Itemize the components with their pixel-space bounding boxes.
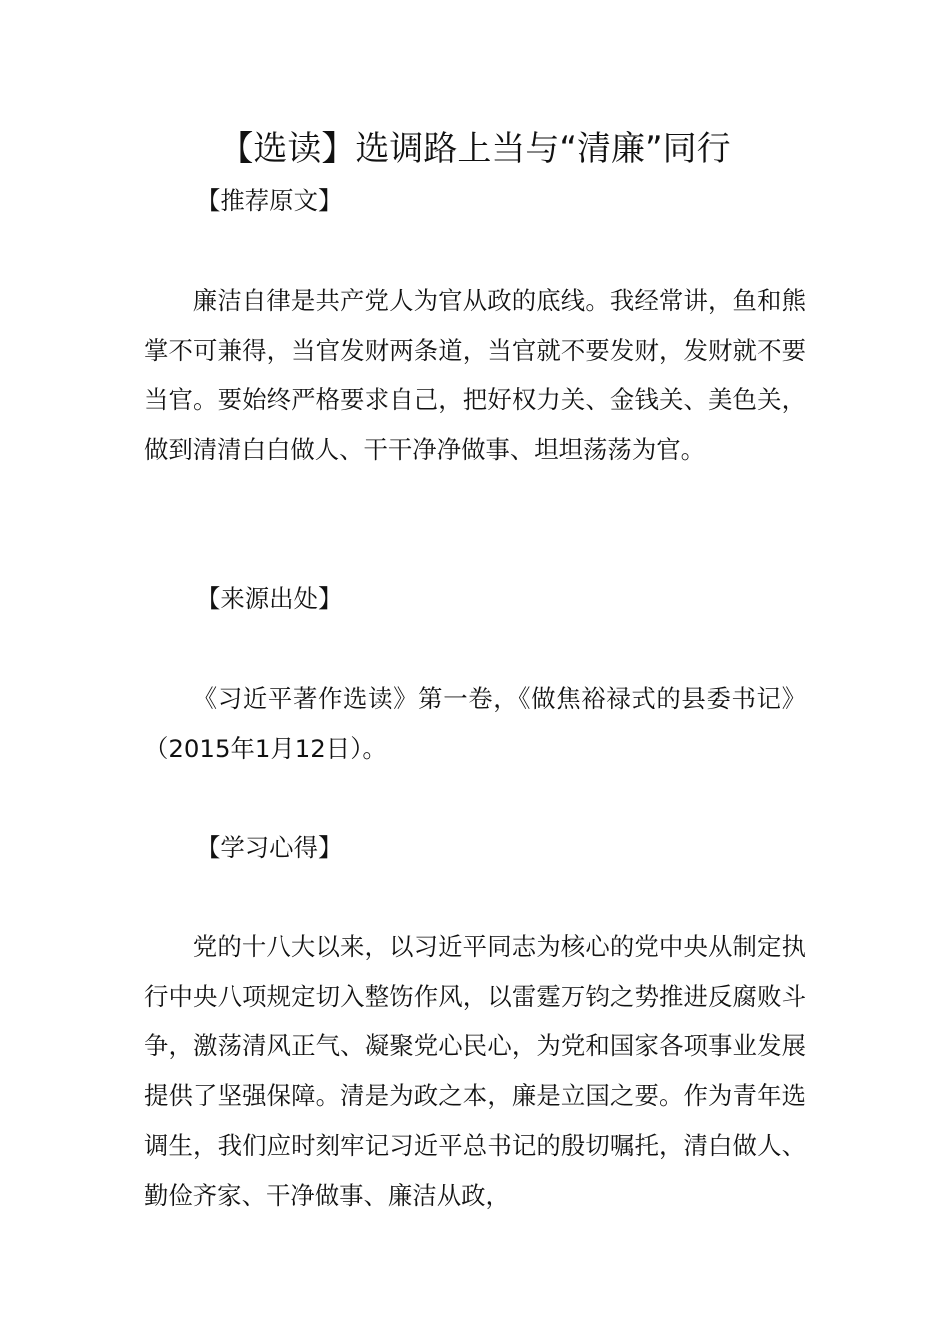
section-heading-learning-notes: 【学习心得】 [196, 833, 343, 862]
document-title: 【选读】选调路上当与“清廉”同行 [219, 129, 731, 169]
section-body-learning-notes: 党的十八大以来，以习近平同志为核心的党中央从制定执行中央八项规定切入整饬作风，以雷霆万钧之势推进反腐败斗争，激荡清风正气、凝聚党心民心，为党和国家各项事业发展提供了坚强保障。清是为政之本，廉是立国之要。作为青年选调生，我们应时刻牢记习近平总书记的殷切嘱托，清白做人、勤俭齐家、干净做事、廉洁从政， [144, 932, 806, 1210]
section-heading-source: 【来源出处】 [196, 584, 343, 613]
section-heading-recommended-text: 【推荐原文】 [196, 186, 343, 215]
section-body-source: 《习近平著作选读》第一卷，《做焦裕禄式的县委书记》（2015年1月12日）。 [144, 684, 806, 763]
section-body-recommended-text: 廉洁自律是共产党人为官从政的底线。我经常讲，鱼和熊掌不可兼得，当官发财两条道，当官就不要发财，发财就不要当官。要始终严格要求自己，把好权力关、金钱关、美色关，做到清清白白做人、干干净净做事、坦坦荡荡为官。 [144, 286, 806, 465]
